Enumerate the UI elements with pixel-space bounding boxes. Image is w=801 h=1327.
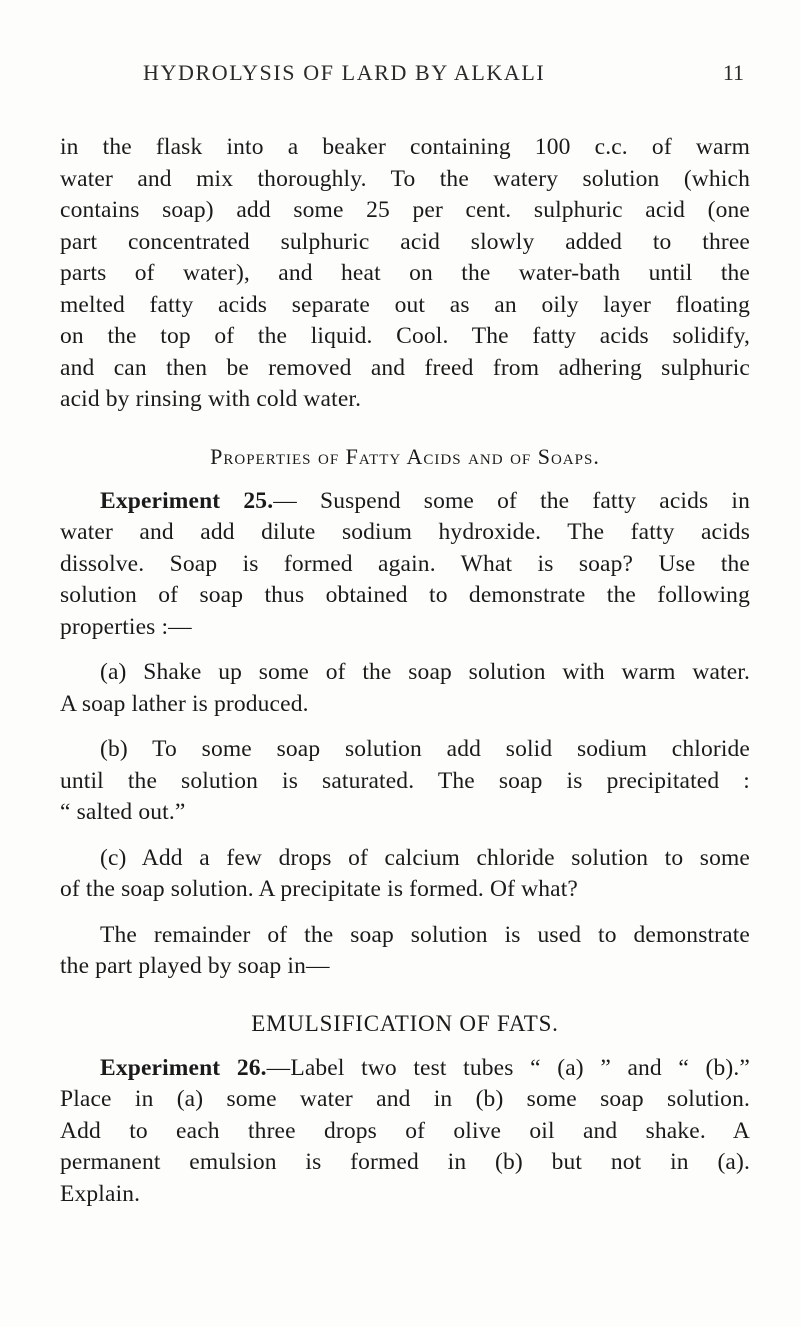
experiment-label: Experiment 26. <box>100 1054 267 1081</box>
text-line: (b) To some soap solution add solid sodium chloride <box>100 736 750 762</box>
section-heading-emulsification: EMULSIFICATION OF FATS. <box>251 1010 559 1036</box>
text-line: (a) Shake up some of the soap solution with warm water. <box>100 659 750 685</box>
item-a <box>60 657 750 720</box>
paragraph-remainder <box>60 920 750 983</box>
text-line: “ salted out.” <box>60 799 186 825</box>
experiment-25 <box>60 486 750 644</box>
text-line: The remainder of the soap solution is used to demonstrate <box>100 921 750 948</box>
text-line: until the solution is saturated. The soap is precipitated : <box>60 767 750 794</box>
text-line: (c) Add a few drops of calcium chloride solution to some <box>100 844 750 871</box>
paragraph-continuation <box>60 132 750 416</box>
text-line: Place in (a) some water and in (b) some soap solution. <box>60 1086 750 1112</box>
page-number: 11 <box>722 60 744 85</box>
text-line: of the soap solution. A precipitate is formed. Of what? <box>60 876 578 902</box>
item-b <box>60 734 750 829</box>
text-line: melted fatty acids separate out as an oily layer floating <box>60 291 750 318</box>
experiment-26 <box>60 1053 750 1211</box>
text-line: properties :— <box>60 613 192 640</box>
running-header <box>0 60 801 100</box>
text-line: solution of soap thus obtained to demonstrate the following <box>60 582 750 608</box>
text-line: acid by rinsing with cold water. <box>60 386 362 412</box>
text-line: part concentrated sulphuric acid slowly added to three <box>60 228 750 255</box>
text-line: dissolve. Soap is formed again. What is soap? Use the <box>60 550 750 577</box>
text-line: on the top of the liquid. Cool. The fatty acids solidify, <box>60 323 750 349</box>
experiment-text: —Label two test tubes “ (a) ” and “ (b).” <box>266 1054 750 1081</box>
experiment-label: Experiment 25. <box>100 487 274 514</box>
text-line: Add to each three drops of olive oil and shake. A <box>60 1117 750 1144</box>
text-line: water and add dilute sodium hydroxide. The fatty acids <box>60 519 750 545</box>
text-line: in the flask into a beaker containing 100 c.c. of warm <box>60 134 750 160</box>
text-line: A soap lather is produced. <box>60 690 309 717</box>
running-title: HYDROLYSIS OF LARD BY ALKALI <box>143 60 546 85</box>
text-line: and can then be removed and freed from adhering sulphuric <box>60 354 750 381</box>
item-c <box>60 843 750 906</box>
text-line: Explain. <box>60 1180 141 1207</box>
text-line: parts of water), and heat on the water-bath until the <box>60 260 750 286</box>
text-line: permanent emulsion is formed in (b) but not in (a). <box>60 1149 750 1175</box>
text-line: water and mix thoroughly. To the watery solution (which <box>60 165 750 192</box>
text-line <box>60 486 750 518</box>
page-body <box>60 132 750 1210</box>
experiment-text: — Suspend some of the fatty acids in <box>273 487 750 514</box>
section-heading-properties: Properties of Fatty Acids and of Soaps. <box>210 443 600 469</box>
text-line: the part played by soap in— <box>60 953 330 979</box>
text-line <box>60 1053 750 1085</box>
text-line: contains soap) add some 25 per cent. sulphuric acid (one <box>60 197 750 223</box>
